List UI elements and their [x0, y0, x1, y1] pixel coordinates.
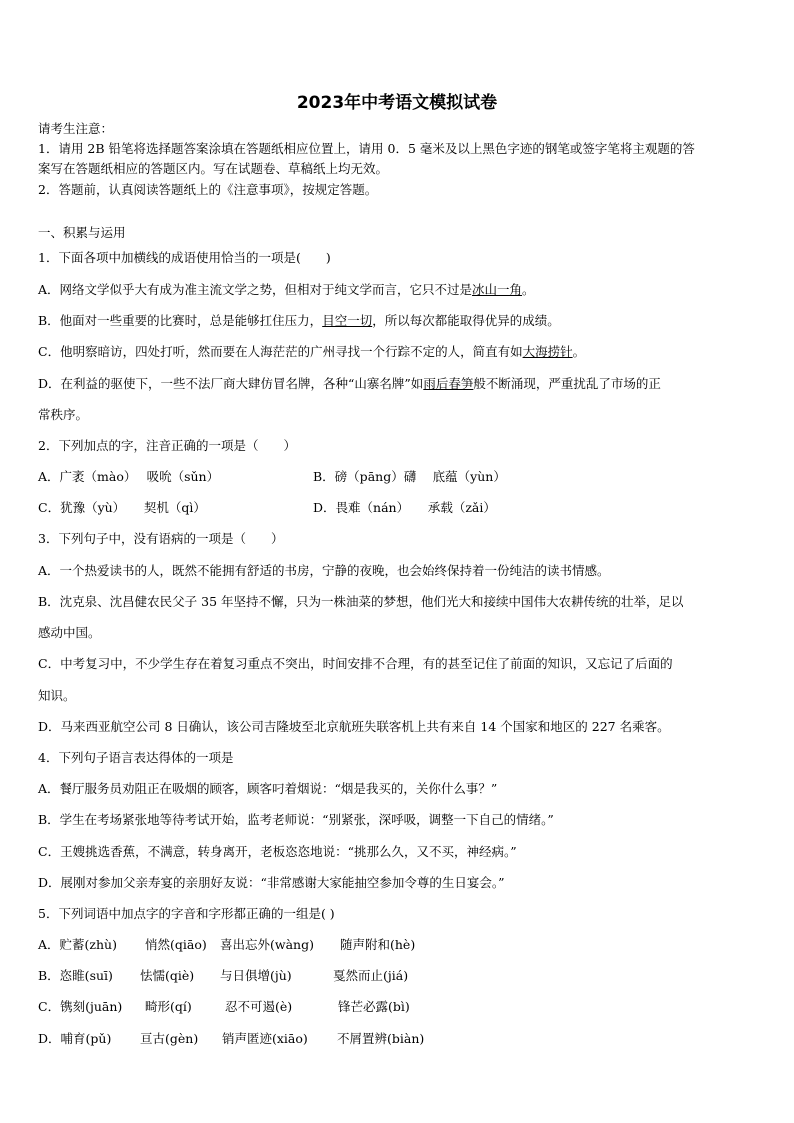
option-text: 。 [522, 282, 535, 297]
question-5-option-c-word: 忍不可遏(è) [225, 999, 293, 1014]
notice-heading: 请考生注意： [38, 121, 114, 136]
question-2-option-d: D．畏难（nán） 承载（zǎi） [313, 500, 496, 515]
question-3-option-b: B．沈克泉、沈昌健农民父子 35 年坚持不懈，只为一株油菜的梦想，他们光大和接续中国伟大农耕传统的壮举，足以 [38, 594, 684, 609]
question-4-stem: 4．下列句子语言表达得体的一项是 [38, 750, 234, 765]
question-5-option-a-word: A．贮蓄(zhù) [38, 937, 117, 952]
question-1-option-d [38, 376, 758, 392]
question-5-option-c-word: 畸形(qí) [145, 999, 192, 1014]
question-1-option-c [38, 344, 758, 360]
question-5-option-d-word: 销声匿迹(xiāo) [222, 1031, 308, 1046]
question-5-option-b-word: 戛然而止(jiá) [333, 968, 409, 983]
notice-item-2: 2．答题前，认真阅读答题纸上的《注意事项》，按规定答题。 [38, 182, 378, 197]
underlined-idiom: 雨后春笋 [423, 376, 474, 391]
underlined-idiom: 冰山一角 [472, 282, 523, 297]
question-5-option-d-word: D．哺育(pǔ) [38, 1031, 112, 1046]
question-5-option-d-word: 亘古(gèn) [140, 1031, 199, 1046]
question-4-option-c: C．王嫂挑选香蕉，不满意，转身离开，老板恣恣地说：“挑那么久，又不买，神经病。” [38, 844, 517, 859]
option-text: C．他明察暗访，四处打听，然而要在人海茫茫的广州寻找一个行踪不定的人，简直有如 [38, 344, 523, 359]
question-3-option-c: C．中考复习中，不少学生存在着复习重点不突出，时间安排不合理，有的甚至记住了前面的知识，又忘记了后面的 [38, 656, 673, 671]
question-2-option-a: A．广袤（mào） 吸吮（sǔn） [38, 469, 220, 484]
question-4-option-d: D．展刚对参加父亲寿宴的亲朋好友说：“非常感谢大家能抽空参加令尊的生日宴会。” [38, 875, 505, 890]
question-1-option-d-cont: 常秩序。 [38, 407, 89, 422]
underlined-idiom: 目空一切 [322, 313, 373, 328]
question-5-option-b-word: B．恣睢(suī) [38, 968, 113, 983]
question-3-option-b-cont: 感动中国。 [38, 625, 101, 640]
question-4-option-a: A．餐厅服务员劝阻正在吸烟的顾客，顾客叼着烟说：“烟是我买的，关你什么事？” [38, 781, 498, 796]
option-text: B．他面对一些重要的比赛时，总是能够扛住压力， [38, 313, 323, 328]
page-title: 2023年中考语文模拟试卷 [296, 93, 498, 113]
question-1-option-b [38, 313, 758, 329]
question-5-option-b-word: 怯懦(qiè) [140, 968, 195, 983]
underlined-idiom: 大海捞针 [522, 344, 573, 359]
question-5-option-d-word: 不屑置辨(biàn) [337, 1031, 425, 1046]
question-5-option-b-word: 与日俱增(jù) [220, 968, 292, 983]
question-4-option-b: B．学生在考场紧张地等待考试开始，监考老师说：“别紧张，深呼吸，调整一下自己的情绪。” [38, 812, 554, 827]
question-2-option-b: B．磅（pāng）礴 底蕴（yùn） [313, 469, 506, 484]
notice-item-1: 1．请用 2B 铅笔将选择题答案涂填在答题纸相应位置上，请用 0．5 毫米及以上黑色字迹的钢笔或签字笔将主观题的答 [38, 141, 695, 156]
section-heading: 一、积累与运用 [38, 225, 126, 240]
question-5-option-c-word: 锋芒必露(bì) [338, 999, 410, 1014]
option-text: A．网络文学似乎大有成为准主流文学之势，但相对于纯文学而言，它只不过是 [38, 282, 473, 297]
question-5-option-a-word: 悄然(qiāo) [145, 937, 207, 952]
question-1-option-a [38, 282, 758, 298]
question-5-option-c-word: C．镌刻(juān) [38, 999, 123, 1014]
question-5-option-a-word: 喜出忘外(wàng) [220, 937, 314, 952]
question-2-option-c: C．犹豫（yù） 契机（qì） [38, 500, 206, 515]
question-3-stem: 3．下列句子中，没有语病的一项是（ ） [38, 531, 284, 546]
option-text: ，所以每次都能取得优异的成绩。 [372, 313, 560, 328]
question-3-option-c-cont: 知识。 [38, 688, 76, 703]
question-3-option-a: A．一个热爱读书的人，既然不能拥有舒适的书房，宁静的夜晚，也会始终保持着一份纯洁的读书情感。 [38, 563, 610, 578]
notice-item-1-cont: 案写在答题纸相应的答题区内。写在试题卷、草稿纸上均无效。 [38, 161, 389, 176]
question-5-option-a-word: 随声附和(hè) [340, 937, 416, 952]
option-text: 般不断涌现，严重扰乱了市场的正 [473, 376, 661, 391]
option-text: D．在利益的驱使下，一些不法厂商大肆仿冒名牌，各种“山寨名牌”如 [38, 376, 424, 391]
option-text: 。 [572, 344, 586, 359]
question-1-stem: 1．下面各项中加横线的成语使用恰当的一项是( ) [38, 250, 331, 265]
question-3-option-d: D．马来西亚航空公司 8 日确认，该公司吉隆坡至北京航班失联客机上共有来自 14 个国家和地区的 227 名乘客。 [38, 719, 670, 734]
question-2-stem: 2．下列加点的字，注音正确的一项是（ ） [38, 438, 296, 453]
question-5-stem: 5．下列词语中加点字的字音和字形都正确的一组是( ) [38, 906, 335, 921]
